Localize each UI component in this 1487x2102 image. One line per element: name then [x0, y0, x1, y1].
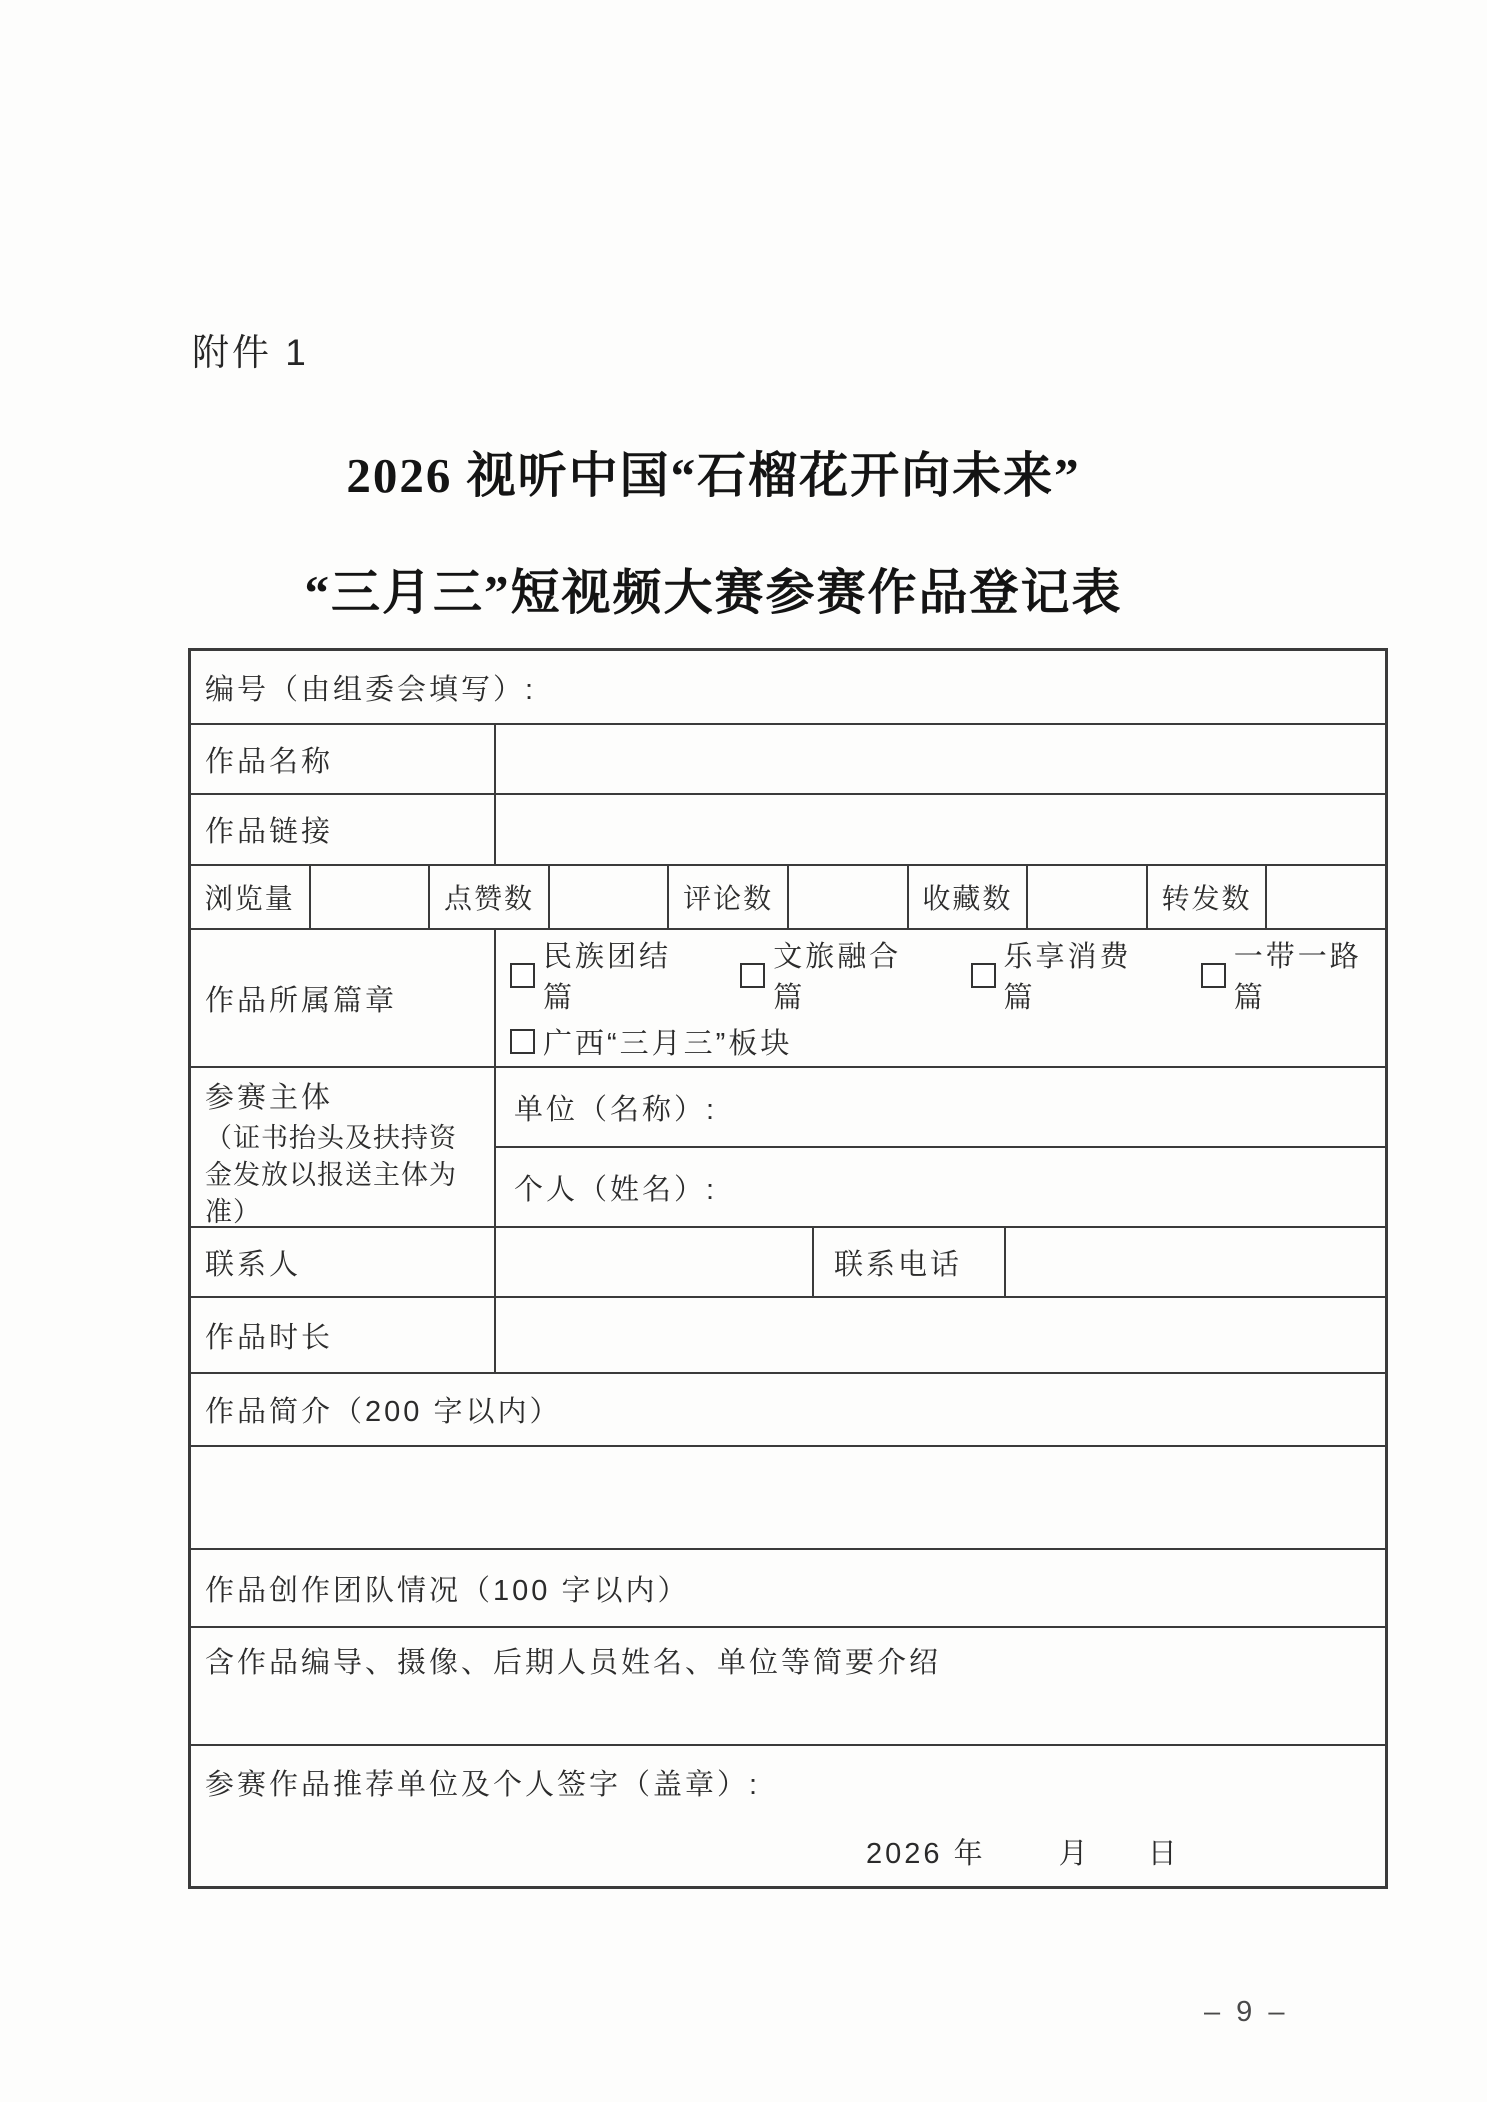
phone-label: 联系电话 [812, 1228, 1004, 1296]
chapter-option-guangxi-sanyuesan [510, 1021, 792, 1062]
views-value-cell [309, 866, 429, 928]
intro-label: 作品简介（200 字以内） [205, 1396, 562, 1428]
document-title [0, 437, 1427, 624]
intro-text-cell [191, 1447, 1385, 1548]
contact-value-cell [494, 1228, 812, 1296]
entrant-label-line: （证书抬头及扶持资 [205, 1123, 457, 1153]
registration-form-table [188, 648, 1388, 1889]
entrant-label-line: 参赛主体 [205, 1082, 334, 1114]
entrant-label [191, 1068, 494, 1226]
work-link-value-cell [494, 795, 1385, 864]
chapter-option-label: 一带一路篇 [1233, 941, 1362, 1015]
favorites-value-cell [1026, 866, 1146, 928]
checkbox-icon [740, 963, 765, 988]
chapter-option-belt-road [1201, 934, 1385, 1016]
likes-label: 点赞数 [428, 866, 548, 928]
work-link-label: 作品链接 [205, 816, 334, 848]
phone-value-cell [1004, 1228, 1385, 1296]
work-name-value-cell [494, 725, 1385, 793]
signature-cell [191, 1746, 1385, 1886]
checkbox-icon [510, 963, 535, 988]
entrant-fields [494, 1068, 1385, 1226]
date-year: 2026 年 [866, 1838, 986, 1870]
entrant-unit-label: 单位（名称）: [514, 1093, 718, 1126]
serial-label: 编号（由组委会填写）: [205, 673, 537, 706]
chapter-option-label: 文旅融合篇 [773, 941, 902, 1015]
chapter-option-label: 广西“三月三”板块 [543, 1027, 793, 1060]
chapter-option-consumption [971, 934, 1155, 1016]
attachment-label: 附件 1 [192, 332, 309, 373]
duration-value-cell [494, 1298, 1385, 1372]
contact-label: 联系人 [205, 1248, 302, 1281]
checkbox-icon [510, 1029, 535, 1054]
row-contact [191, 1226, 1385, 1296]
signature-label: 参赛作品推荐单位及个人签字（盖章）: [205, 1769, 761, 1801]
row-duration [191, 1296, 1385, 1372]
date-day: 日 [1147, 1838, 1180, 1870]
row-statistics [191, 864, 1385, 928]
row-work-link [191, 793, 1385, 864]
page-number: – 9 – [1204, 1996, 1289, 2028]
team-label: 作品创作团队情况（100 字以内） [205, 1574, 690, 1607]
title-line-2: “三月三”短视频大赛参赛作品登记表 [304, 565, 1123, 620]
team-note: 含作品编导、摄像、后期人员姓名、单位等简要介绍 [205, 1647, 942, 1679]
row-intro-blank [191, 1445, 1385, 1548]
shares-value-cell [1265, 866, 1385, 928]
work-name-label: 作品名称 [205, 745, 334, 778]
entrant-label-line: 金发放以报送主体为 [205, 1160, 457, 1190]
title-line-1: 2026 视听中国“石榴花开向未来” [346, 448, 1081, 503]
row-entrant [191, 1066, 1385, 1226]
comments-value-cell [787, 866, 907, 928]
chapter-options-line-2 [510, 1021, 792, 1062]
row-intro-label [191, 1372, 1385, 1445]
date-month: 月 [1058, 1838, 1091, 1870]
chapter-options-line-1 [510, 934, 1385, 1016]
chapter-label: 作品所属篇章 [205, 984, 398, 1017]
favorites-label: 收藏数 [907, 866, 1027, 928]
row-work-name [191, 723, 1385, 793]
chapter-option-ethnic-unity [510, 934, 694, 1016]
date-line [866, 1831, 1385, 1872]
views-label: 浏览量 [204, 883, 295, 914]
row-signature [191, 1744, 1385, 1886]
chapter-option-label: 乐享消费篇 [1003, 941, 1132, 1015]
likes-value-cell [548, 866, 668, 928]
row-chapter [191, 928, 1385, 1066]
chapter-option-culture-tourism [740, 934, 924, 1016]
entrant-person-label: 个人（姓名）: [496, 1146, 1385, 1226]
row-serial [191, 651, 1385, 723]
checkbox-icon [1201, 963, 1226, 988]
entrant-label-line: 准） [205, 1197, 261, 1227]
chapter-options-cell [494, 930, 1385, 1066]
shares-label: 转发数 [1146, 866, 1266, 928]
chapter-option-label: 民族团结篇 [543, 941, 672, 1015]
comments-label: 评论数 [667, 866, 787, 928]
row-team-label [191, 1548, 1385, 1626]
row-team-note [191, 1626, 1385, 1744]
duration-label: 作品时长 [205, 1321, 334, 1354]
checkbox-icon [971, 963, 996, 988]
